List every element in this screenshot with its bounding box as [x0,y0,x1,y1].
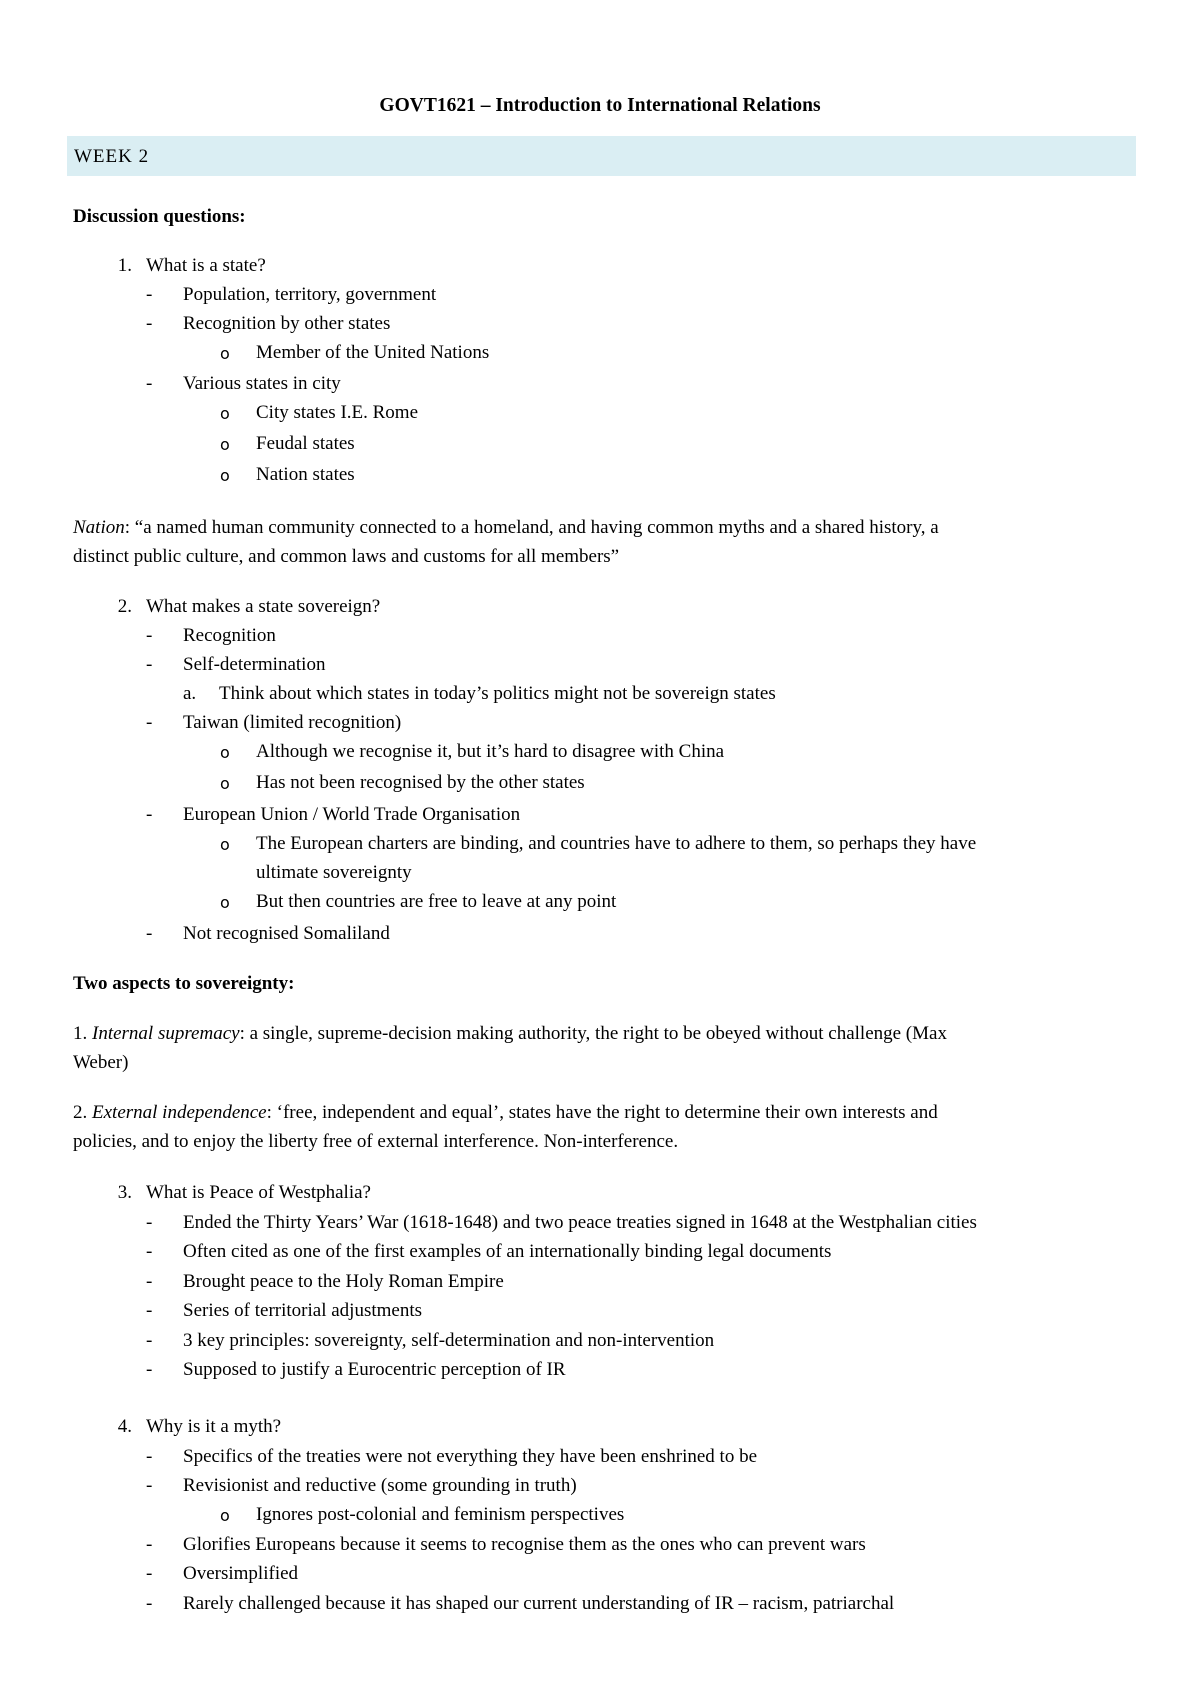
bullet-dash: - [146,1330,153,1351]
q1-bullet-1: Population, territory, government [183,284,437,305]
q3-bullet-6: Supposed to justify a Eurocentric perception of IR [183,1359,566,1380]
week-label: WEEK 2 [74,146,150,167]
q1-sub-bullet-3: Feudal states [256,433,355,454]
bullet-circle: o [220,893,230,912]
aspect-1-term: Internal supremacy [92,1023,240,1044]
q4-bullet-4: Oversimplified [183,1563,299,1584]
bullet-circle: o [220,774,230,793]
bullet-dash: - [146,654,153,675]
q4-number: 4. [117,1416,132,1437]
aspect-2-number: 2. [73,1102,92,1123]
q3-text: What is Peace of Westphalia? [146,1182,371,1203]
document-title: GOVT1621 – Introduction to International Relations [379,95,821,116]
bullet-circle: o [220,466,230,485]
aspect-1-text: : a single, supreme-decision making authority, the right to be obeyed without challenge (Max [239,1023,947,1044]
aspect-2-term: External independence [92,1102,267,1123]
q4-text: Why is it a myth? [146,1416,282,1437]
q2-sub-item-a: Think about which states in today’s politics might not be sovereign states [219,683,776,704]
q2-sub-bullet-1: Although we recognise it, but it’s hard to disagree with China [256,741,725,762]
bullet-dash: - [146,1241,153,1262]
q2-bullet-5: Not recognised Somaliland [183,923,390,944]
aspects-heading: Two aspects to sovereignty: [73,973,295,994]
q4-bullet-5: Rarely challenged because it has shaped our current understanding of IR – racism, patriarchal [183,1593,895,1614]
q4-bullet-2: Revisionist and reductive (some grounding in truth) [183,1475,577,1496]
bullet-dash: - [146,1212,153,1233]
aspect-1-line-2: Weber) [73,1052,129,1073]
q2-bullet-4: European Union / World Trade Organisation [183,804,521,825]
bullet-dash: - [146,923,153,944]
q3-number: 3. [117,1182,132,1203]
q4-sub-bullet-1: Ignores post-colonial and feminism perspectives [256,1504,625,1525]
bullet-dash: - [146,1593,153,1614]
q2-bullet-3: Taiwan (limited recognition) [183,712,402,733]
q1-text: What is a state? [146,255,266,276]
bullet-circle: o [220,344,230,363]
q2-number: 2. [117,596,132,617]
aspect-2-line-1 [73,1102,938,1124]
bullet-circle: o [220,743,230,762]
bullet-circle: o [220,1506,230,1525]
aspect-2-text: : ‘free, independent and equal’, states have the right to determine their own interests and [266,1102,938,1123]
q1-bullet-2: Recognition by other states [183,313,391,334]
bullet-dash: - [146,1300,153,1321]
nation-definition-text: : “a named human community connected to a homeland, and having common myths and a shared history, a [124,517,939,538]
aspect-2-line-2: policies, and to enjoy the liberty free of external interference. Non-interference. [73,1131,679,1152]
sub-item-letter: a. [183,683,197,704]
q2-bullet-1: Recognition [183,625,276,646]
q2-sub-bullet-3-line-1: The European charters are binding, and countries have to adhere to them, so perhaps they have [256,833,977,854]
bullet-dash: - [146,1271,153,1292]
bullet-dash: - [146,1446,153,1467]
q1-bullet-3: Various states in city [183,373,341,394]
discussion-heading: Discussion questions: [73,206,246,227]
q2-sub-bullet-4: But then countries are free to leave at any point [256,891,617,912]
aspect-1-number: 1. [73,1023,92,1044]
q3-bullet-5: 3 key principles: sovereignty, self-determination and non-intervention [183,1330,715,1351]
bullet-dash: - [146,284,153,305]
week-banner [67,136,1136,176]
q2-sub-bullet-2: Has not been recognised by the other states [256,772,585,793]
aspect-1-line-1 [73,1023,947,1045]
bullet-dash: - [146,1534,153,1555]
q3-bullet-1: Ended the Thirty Years’ War (1618-1648) and two peace treaties signed in 1648 at the Westphalian cities [183,1212,977,1233]
q2-sub-bullet-3-line-2: ultimate sovereignty [256,862,412,883]
q1-sub-bullet-1: Member of the United Nations [256,342,490,363]
bullet-circle: o [220,835,230,854]
q4-bullet-3: Glorifies Europeans because it seems to recognise them as the ones who can prevent wars [183,1534,866,1555]
q2-text: What makes a state sovereign? [146,596,381,617]
bullet-dash: - [146,313,153,334]
bullet-dash: - [146,373,153,394]
q2-bullet-2: Self-determination [183,654,326,675]
q3-bullet-2: Often cited as one of the first examples of an internationally binding legal documents [183,1241,832,1262]
q1-number: 1. [117,255,132,276]
q1-sub-bullet-4: Nation states [256,464,355,485]
nation-definition-line-2: distinct public culture, and common laws and customs for all members” [73,546,620,567]
nation-term: Nation [73,517,125,538]
bullet-dash: - [146,804,153,825]
q4-bullet-1: Specifics of the treaties were not everything they have been enshrined to be [183,1446,758,1467]
nation-definition-line-1 [73,517,939,539]
bullet-dash: - [146,1563,153,1584]
bullet-dash: - [146,625,153,646]
bullet-dash: - [146,1359,153,1380]
q3-bullet-3: Brought peace to the Holy Roman Empire [183,1271,504,1292]
q3-bullet-4: Series of territorial adjustments [183,1300,423,1321]
bullet-circle: o [220,404,230,423]
bullet-dash: - [146,1475,153,1496]
q1-sub-bullet-2: City states I.E. Rome [256,402,419,423]
bullet-circle: o [220,435,230,454]
bullet-dash: - [146,712,153,733]
